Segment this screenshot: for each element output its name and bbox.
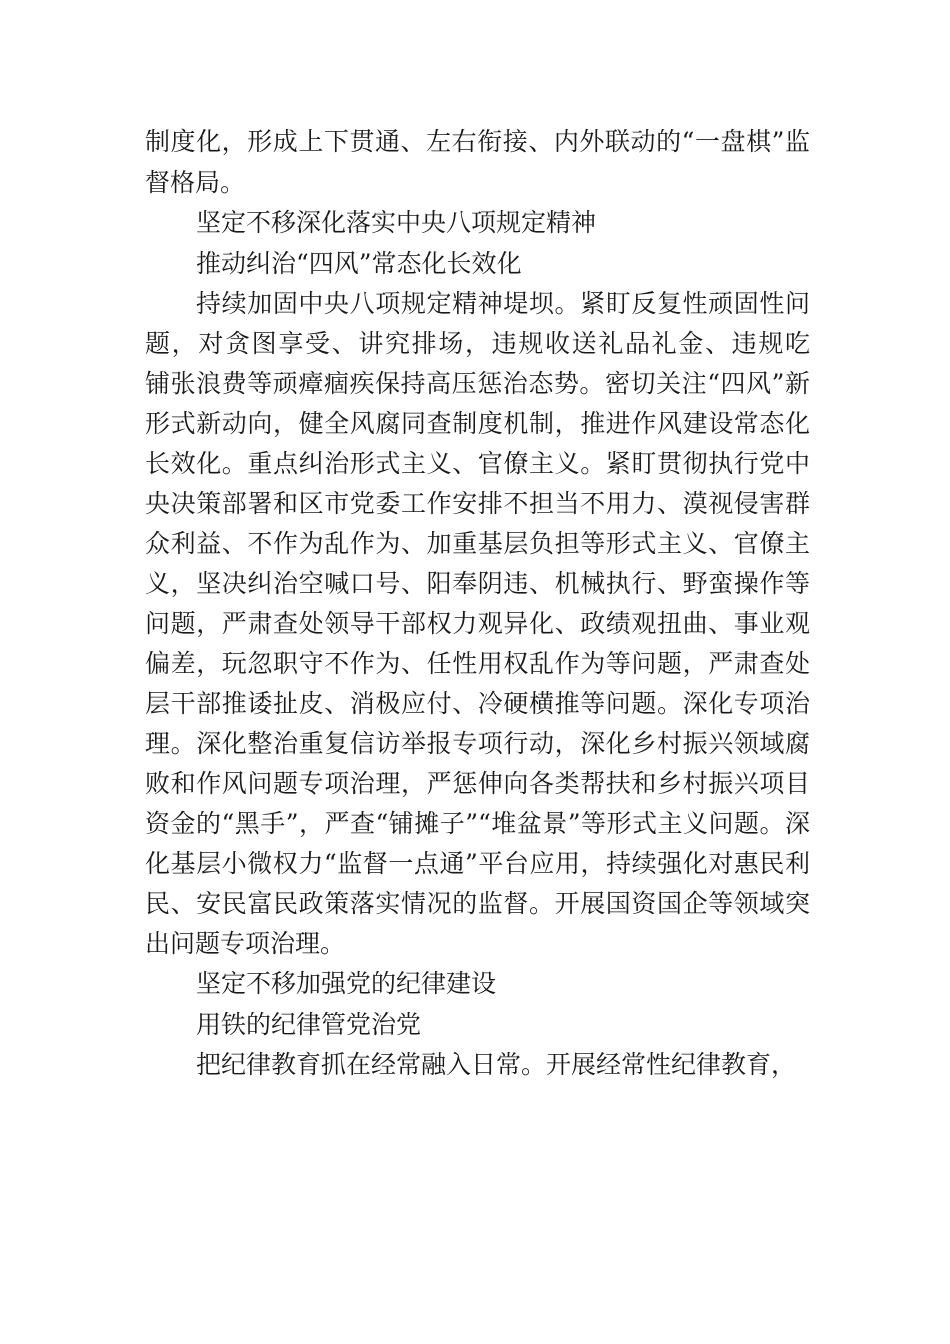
text-line: 督格局。 xyxy=(145,168,246,197)
text-line: 持续加固中央八项规定精神堤坝。紧盯反复性顽固性问 xyxy=(196,289,810,318)
text-line: 形式新动向，健全风腐同查制度机制，推进作风建设常态化 xyxy=(145,409,810,438)
section-heading: 坚定不移加强党的纪律建设 xyxy=(196,969,497,998)
text-line: 题，对贪图享受、讲究排场，违规收送礼品礼金、违规吃 xyxy=(145,329,810,358)
text-line: 义，坚决纠治空喊口号、阳奉阴违、机械执行、野蛮操作等 xyxy=(145,569,810,598)
text-line: 问题，严肃查处领导干部权力观异化、政绩观扭曲、事业观 xyxy=(145,609,810,638)
text-line: 铺张浪费等顽瘴痼疾保持高压惩治态势。密切关注“四风”新 xyxy=(145,369,810,398)
text-line: 偏差，玩忽职守不作为、任性用权乱作为等问题，严肃查处 xyxy=(145,649,810,678)
text-line: 制度化，形成上下贯通、左右衔接、内外联动的“一盘棋”监 xyxy=(145,127,810,156)
text-line: 众利益、不作为乱作为、加重基层负担等形式主义、官僚主 xyxy=(145,529,810,558)
text-line: 败和作风问题专项治理，严惩伸向各类帮扶和乡村振兴项目 xyxy=(145,769,810,798)
section-heading: 坚定不移深化落实中央八项规定精神 xyxy=(196,208,597,237)
text-line: 层干部推诿扯皮、消极应付、冷硬横推等问题。深化专项治 xyxy=(145,689,810,718)
text-line: 化基层小微权力“监督一点通”平台应用，持续强化对惠民利 xyxy=(145,849,810,878)
text-line: 资金的“黑手”，严查“铺摊子”“堆盆景”等形式主义问题。深 xyxy=(145,809,810,838)
text-line: 理。深化整治重复信访举报专项行动，深化乡村振兴领域腐 xyxy=(145,729,810,758)
text-line: 出问题专项治理。 xyxy=(145,929,346,958)
text-line: 民、安民富民政策落实情况的监督。开展国资国企等领域突 xyxy=(145,889,810,918)
text-line: 把纪律教育抓在经常融入日常。开展经常性纪律教育， xyxy=(196,1050,797,1079)
section-subheading: 用铁的纪律管党治党 xyxy=(196,1010,422,1039)
text-line: 长效化。重点纠治形式主义、官僚主义。紧盯贯彻执行党中 xyxy=(145,449,810,478)
text-line: 央决策部署和区市党委工作安排不担当不用力、漠视侵害群 xyxy=(145,489,810,518)
section-subheading: 推动纠治“四风”常态化长效化 xyxy=(196,249,522,278)
